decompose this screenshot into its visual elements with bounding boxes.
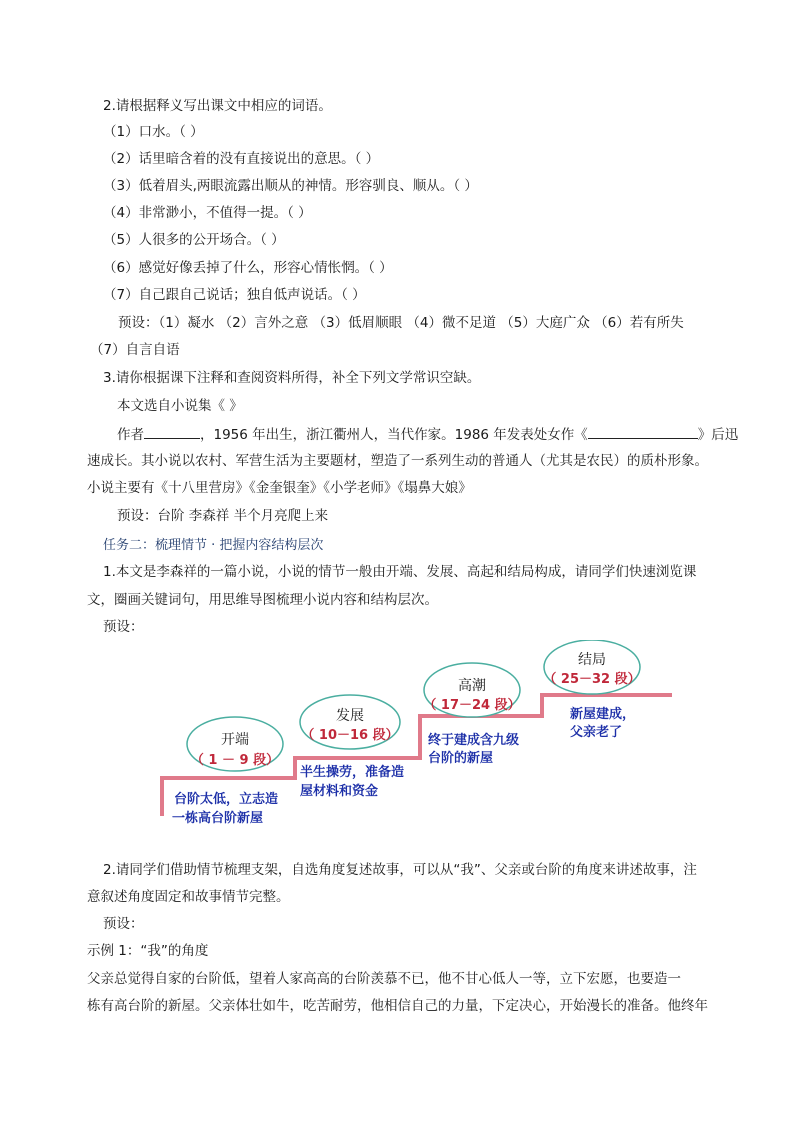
stage-range: （ 1 － 9 段） [190, 753, 280, 768]
task-question-line-1: 1.本文是李森祥的一篇小说，小说的情节一般由开端、发展、高起和结局构成，请同学们快速浏览课 [103, 564, 697, 580]
author-blank [144, 424, 200, 439]
retell-question-line-1: 2.请同学们借助情节梳理支架，自选角度复述故事，可以从“我”、父亲或台阶的角度来讲述故事，注 [103, 862, 697, 878]
author-line: 作者 ，1956 年出生，浙江衢州人，当代作家。1986 年发表处女作《 》后迅 [117, 424, 738, 445]
retell-question-line-2: 意叙述角度固定和故事情节完整。 [87, 889, 290, 905]
stage-desc-line-1: 台阶太低，立志造 [174, 792, 279, 807]
task-question-line-2: 文，圈画关键词句，用思维导图梳理小说内容和结构层次。 [87, 592, 438, 608]
vocab-item-1: （1）口水。（ ） [103, 124, 204, 140]
preset-label: 预设： [103, 916, 144, 932]
stage-desc-line-1: 新屋建成， [570, 707, 636, 722]
plot-staircase-diagram [150, 640, 690, 830]
literature-answer: 预设：台阶 李森祥 半个月亮爬上来 [117, 508, 329, 524]
stage-desc-line-2: 台阶的新屋 [428, 751, 494, 766]
stage-range: （ 17－24 段） [423, 698, 521, 713]
stage-range: （ 25－32 段） [543, 672, 641, 687]
example-paragraph-line-1: 父亲总觉得自家的台阶低，望着人家高高的台阶羡慕不已，他不甘心低人一等，立下宏愿，也要造一 [87, 971, 681, 987]
question-title: 2.请根据释义写出课文中相应的词语。 [103, 98, 332, 114]
vocab-item-5: （5）人很多的公开场合。（ ） [103, 232, 285, 248]
vocab-item-7: （7）自己跟自己说话；独自低声说话。（ ） [103, 287, 366, 303]
stage-title: 高潮 [458, 678, 486, 694]
example-heading: 示例 1：“我”的角度 [87, 943, 209, 959]
question-title: 3.请你根据课下注释和查阅资料所得，补全下列文学常识空缺。 [103, 370, 481, 386]
stage-opening [172, 717, 283, 826]
stage-desc-line-1: 终于建成含九级 [428, 733, 520, 748]
vocab-answer-line-2: （7）自言自语 [90, 342, 180, 358]
theme-line: 速成长。其小说以农村、军营生活为主要题材，塑造了一系列生动的普通人（尤其是农民）的质朴形象。 [87, 453, 708, 469]
stage-desc-line-2: 屋材料和资金 [300, 784, 379, 799]
stage-desc-line-2: 一栋高台阶新屋 [172, 811, 264, 826]
works-line: 小说主要有《十八里营房》《金奎银奎》《小学老师》《塌鼻大娘》 [87, 480, 472, 496]
stage-development [300, 695, 404, 799]
stage-title: 结局 [578, 652, 606, 668]
stage-title: 发展 [336, 708, 364, 724]
vocab-item-3: （3）低着眉头,两眼流露出顺从的神情。形容驯良、顺从。（ ） [103, 178, 478, 194]
vocab-answer-line-1: 预设：（1）凝水 （2）言外之意 （3）低眉顺眼 （4）微不足道 （5）大庭广众 （6）若有所失 [118, 315, 684, 331]
source-line: 本文选自小说集《 》 [117, 398, 243, 414]
vocab-item-6: （6）感觉好像丢掉了什么，形容心情怅惘。（ ） [103, 260, 393, 276]
vocab-item-2: （2）话里暗含着的没有直接说出的意思。（ ） [103, 151, 380, 167]
example-paragraph-line-2: 栋有高台阶的新屋。父亲体壮如牛，吃苦耐劳，他相信自己的力量，下定决心，开始漫长的准备。他终年 [87, 998, 708, 1014]
stage-ending [543, 640, 640, 740]
vocab-item-4: （4）非常渺小，不值得一提。（ ） [103, 205, 312, 221]
preset-label: 预设： [103, 619, 144, 635]
debut-work-blank [588, 424, 698, 439]
stage-desc-line-1: 半生操劳，准备造 [300, 765, 405, 780]
stage-desc-line-2: 父亲老了 [570, 725, 623, 740]
stage-range: （ 10－16 段） [301, 728, 399, 743]
stage-title: 开端 [221, 732, 249, 748]
task-heading: 任务二：梳理情节 · 把握内容结构层次 [103, 538, 324, 553]
